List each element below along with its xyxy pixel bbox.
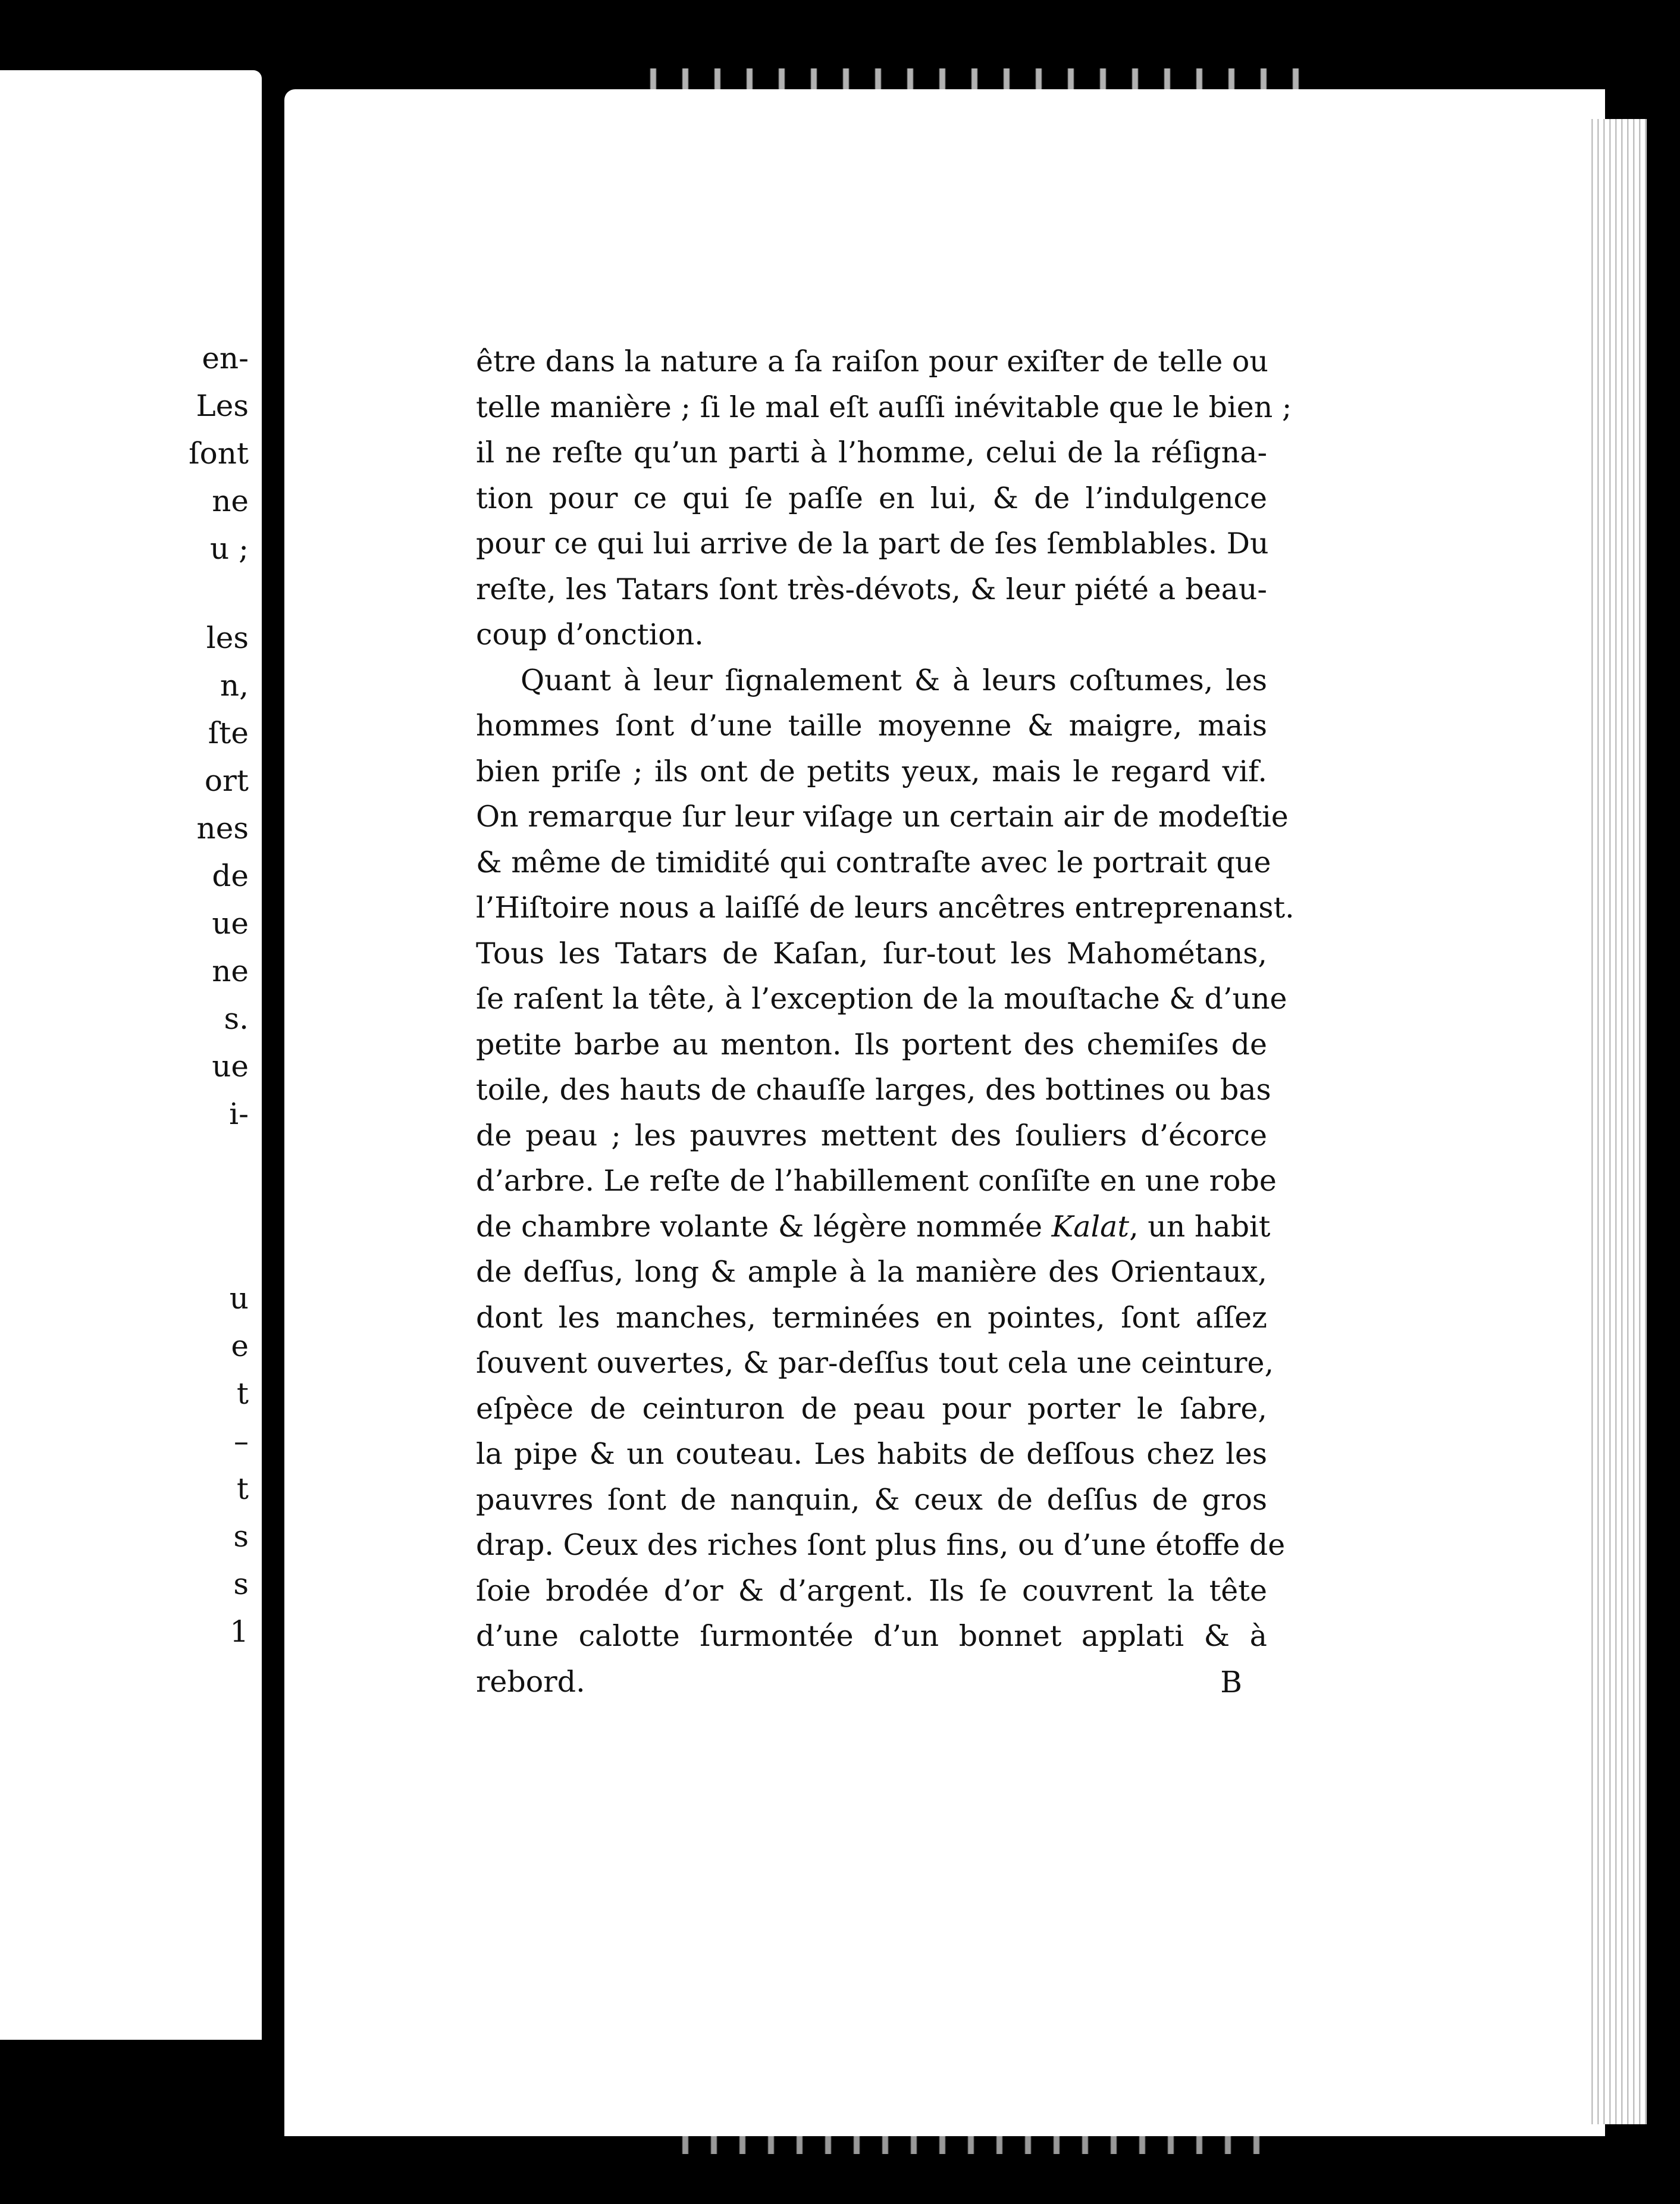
left-fragment: – (234, 1424, 249, 1458)
left-fragment: s (233, 1519, 249, 1554)
text-line: coup d’onction. (476, 618, 704, 652)
left-fragment: nes (196, 811, 249, 846)
text-line: ſe raſent la tête, à l’exception de la mouſtache & d’une (476, 982, 1287, 1016)
text-line: eſpèce de ceinturon de peau pour porter le ſabre, (476, 1391, 1267, 1426)
left-fragment: s. (224, 1001, 249, 1036)
left-fragment: ort (204, 763, 249, 798)
left-fragment: t (236, 1472, 249, 1506)
text-line: Quant à leur ſignalement & à leurs coſtumes, les (521, 663, 1267, 697)
text-line: d’une calotte ſurmontée d’un bonnet applati & à (476, 1619, 1267, 1653)
left-fragment: en- (202, 341, 249, 375)
text-segment: de chambre volante & légère nommée (476, 1209, 1043, 1244)
text-line-final (476, 1660, 1267, 1705)
page-bottom-edge (660, 2136, 1261, 2154)
left-fragment: ue (212, 906, 249, 941)
text-line-kalat (476, 1204, 1271, 1250)
left-fragment: de (212, 859, 249, 893)
text-line: reſte, les Tatars ſont très-dévots, & leur piété a beau- (476, 572, 1267, 606)
left-fragment: ue (212, 1049, 249, 1084)
text-segment: , un habit (1129, 1209, 1271, 1244)
text-line: toile, des hauts de chauſſe larges, des bottines ou bas (476, 1073, 1271, 1107)
signature-mark: B (1220, 1664, 1242, 1699)
text-line: dont les manches, terminées en pointes, ſont aſſez (476, 1300, 1267, 1335)
left-fragment: ne (212, 954, 249, 988)
text-segment: rebord. (476, 1664, 585, 1699)
text-line: il ne reſte qu’un parti à l’homme, celui de la réſigna- (476, 436, 1267, 469)
left-fragment: Les (196, 389, 249, 423)
left-fragment: ſont (189, 436, 249, 471)
text-line: pour ce qui lui arrive de la part de ſes ſemblables. Du (476, 527, 1269, 561)
text-line: & même de timidité qui contraſte avec le portrait que (476, 845, 1271, 879)
page-top-edge (625, 68, 1315, 92)
left-fragment: 1 (230, 1614, 249, 1649)
text-line: ſouvent ouvertes, & par-deſſus tout cela une ceinture, (476, 1346, 1274, 1380)
page-stack-edge (1587, 119, 1647, 2124)
left-fragment: t (236, 1376, 249, 1411)
text-line: petite barbe au menton. Ils portent des chemiſes de (476, 1027, 1267, 1062)
left-fragment: s (233, 1567, 249, 1601)
left-fragment: u (229, 1281, 249, 1316)
text-line: l’Hiſtoire nous a laiſſé de leurs ancêtres entreprenanst. (476, 891, 1295, 925)
kalat-term: Kalat (1051, 1209, 1130, 1244)
body-text (476, 339, 1295, 1705)
left-fragment: ne (212, 484, 249, 518)
text-line: On remarque ſur leur viſage un certain air de modeſtie (476, 800, 1289, 834)
text-line: bien priſe ; ils ont de petits yeux, mais le regard vif. (476, 754, 1267, 788)
text-line: drap. Ceux des riches ſont plus fins, ou d’une étoffe de (476, 1528, 1286, 1562)
text-line: telle manière ; ſi le mal eſt auſſi inévitable que le bien ; (476, 390, 1292, 424)
left-fragment: n, (220, 668, 249, 703)
left-fragment: i- (229, 1097, 249, 1131)
text-line: d’arbre. Le reſte de l’habillement conſiſte en une robe (476, 1164, 1277, 1198)
text-line: Tous les Tatars de Kaſan, ſur-tout les Mahométans, (476, 936, 1267, 970)
text-line: de deſſus, long & ample à la manière des Orientaux, (476, 1255, 1267, 1289)
text-line: pauvres ſont de nanquin, & ceux de deſſus de gros (476, 1482, 1267, 1517)
text-line: tion pour ce qui ſe paſſe en lui, & de l’indulgence (476, 481, 1267, 515)
left-fragment: les (206, 621, 249, 655)
text-line: de peau ; les pauvres mettent des ſouliers d’écorce (476, 1118, 1267, 1153)
left-fragment: ſte (208, 716, 249, 750)
text-line: hommes ſont d’une taille moyenne & maigre, mais (476, 709, 1267, 743)
left-page (0, 70, 262, 2040)
text-line: ſoie brodée d’or & d’argent. Ils ſe couvrent la tête (476, 1573, 1267, 1608)
text-line: la pipe & un couteau. Les habits de deſſous chez les (476, 1437, 1267, 1471)
text-line: être dans la nature a ſa raiſon pour exiſter de telle ou (476, 345, 1268, 378)
left-fragment: e (231, 1329, 249, 1363)
left-fragment: u ; (210, 531, 249, 566)
